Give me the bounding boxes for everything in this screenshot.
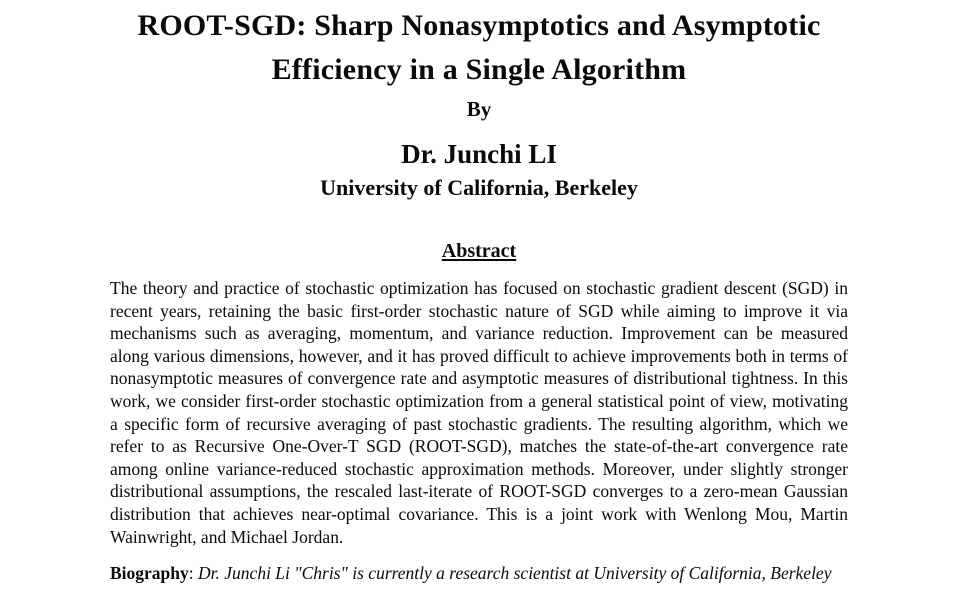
seminar-announcement-page [0, 4, 960, 585]
biography-separator: : [188, 563, 199, 584]
biography-paragraph [110, 562, 848, 585]
abstract-heading: Abstract [441, 240, 517, 262]
abstract-paragraph: The theory and practice of stochastic optimization has focused on stochastic gradient descent (SGD) in recent years, retaining the basic first-order stochastic nature of SGD while aiming to improve it via mechanisms such as averaging, momentum, and variance reduction. Improvement can be measured along various dimensions, however, and it has proved difficult to achieve improvements both in terms of nonasymptotic measures of convergence rate and asymptotic measures of distributional tightness. In this work, we consider first-order stochastic optimization from a general statistical point of view, motivating a specific form of recursive averaging of past stochastic gradients. The resulting algorithm, which we refer to as Recursive One-Over-T SGD (ROOT-SGD), matches the state-of-the-art convergence rate among online variance-reduced stochastic approximation methods. Moreover, under slightly stronger distributional assumptions, the rescaled last-iterate of ROOT-SGD converges to a zero-mean Gaussian distribution that achieves near-optimal covariance. This is a joint work with Wenlong Mou, Martin Wainwright, and Michael Jordan. [110, 278, 848, 547]
page-title [110, 4, 848, 92]
title-line-2: Efficiency in a Single Algorithm [271, 53, 687, 86]
biography-label: Biography [110, 563, 189, 584]
speaker-affiliation: University of California, Berkeley [320, 175, 638, 200]
byline: By [466, 97, 492, 121]
speaker-name: Dr. Junchi LI [401, 139, 557, 169]
title-line-1: ROOT-SGD: Sharp Nonasymptotics and Asymptotic [137, 9, 821, 42]
biography-text: Dr. Junchi Li "Chris" is currently a research scientist at University of California, Berkeley [198, 563, 832, 584]
